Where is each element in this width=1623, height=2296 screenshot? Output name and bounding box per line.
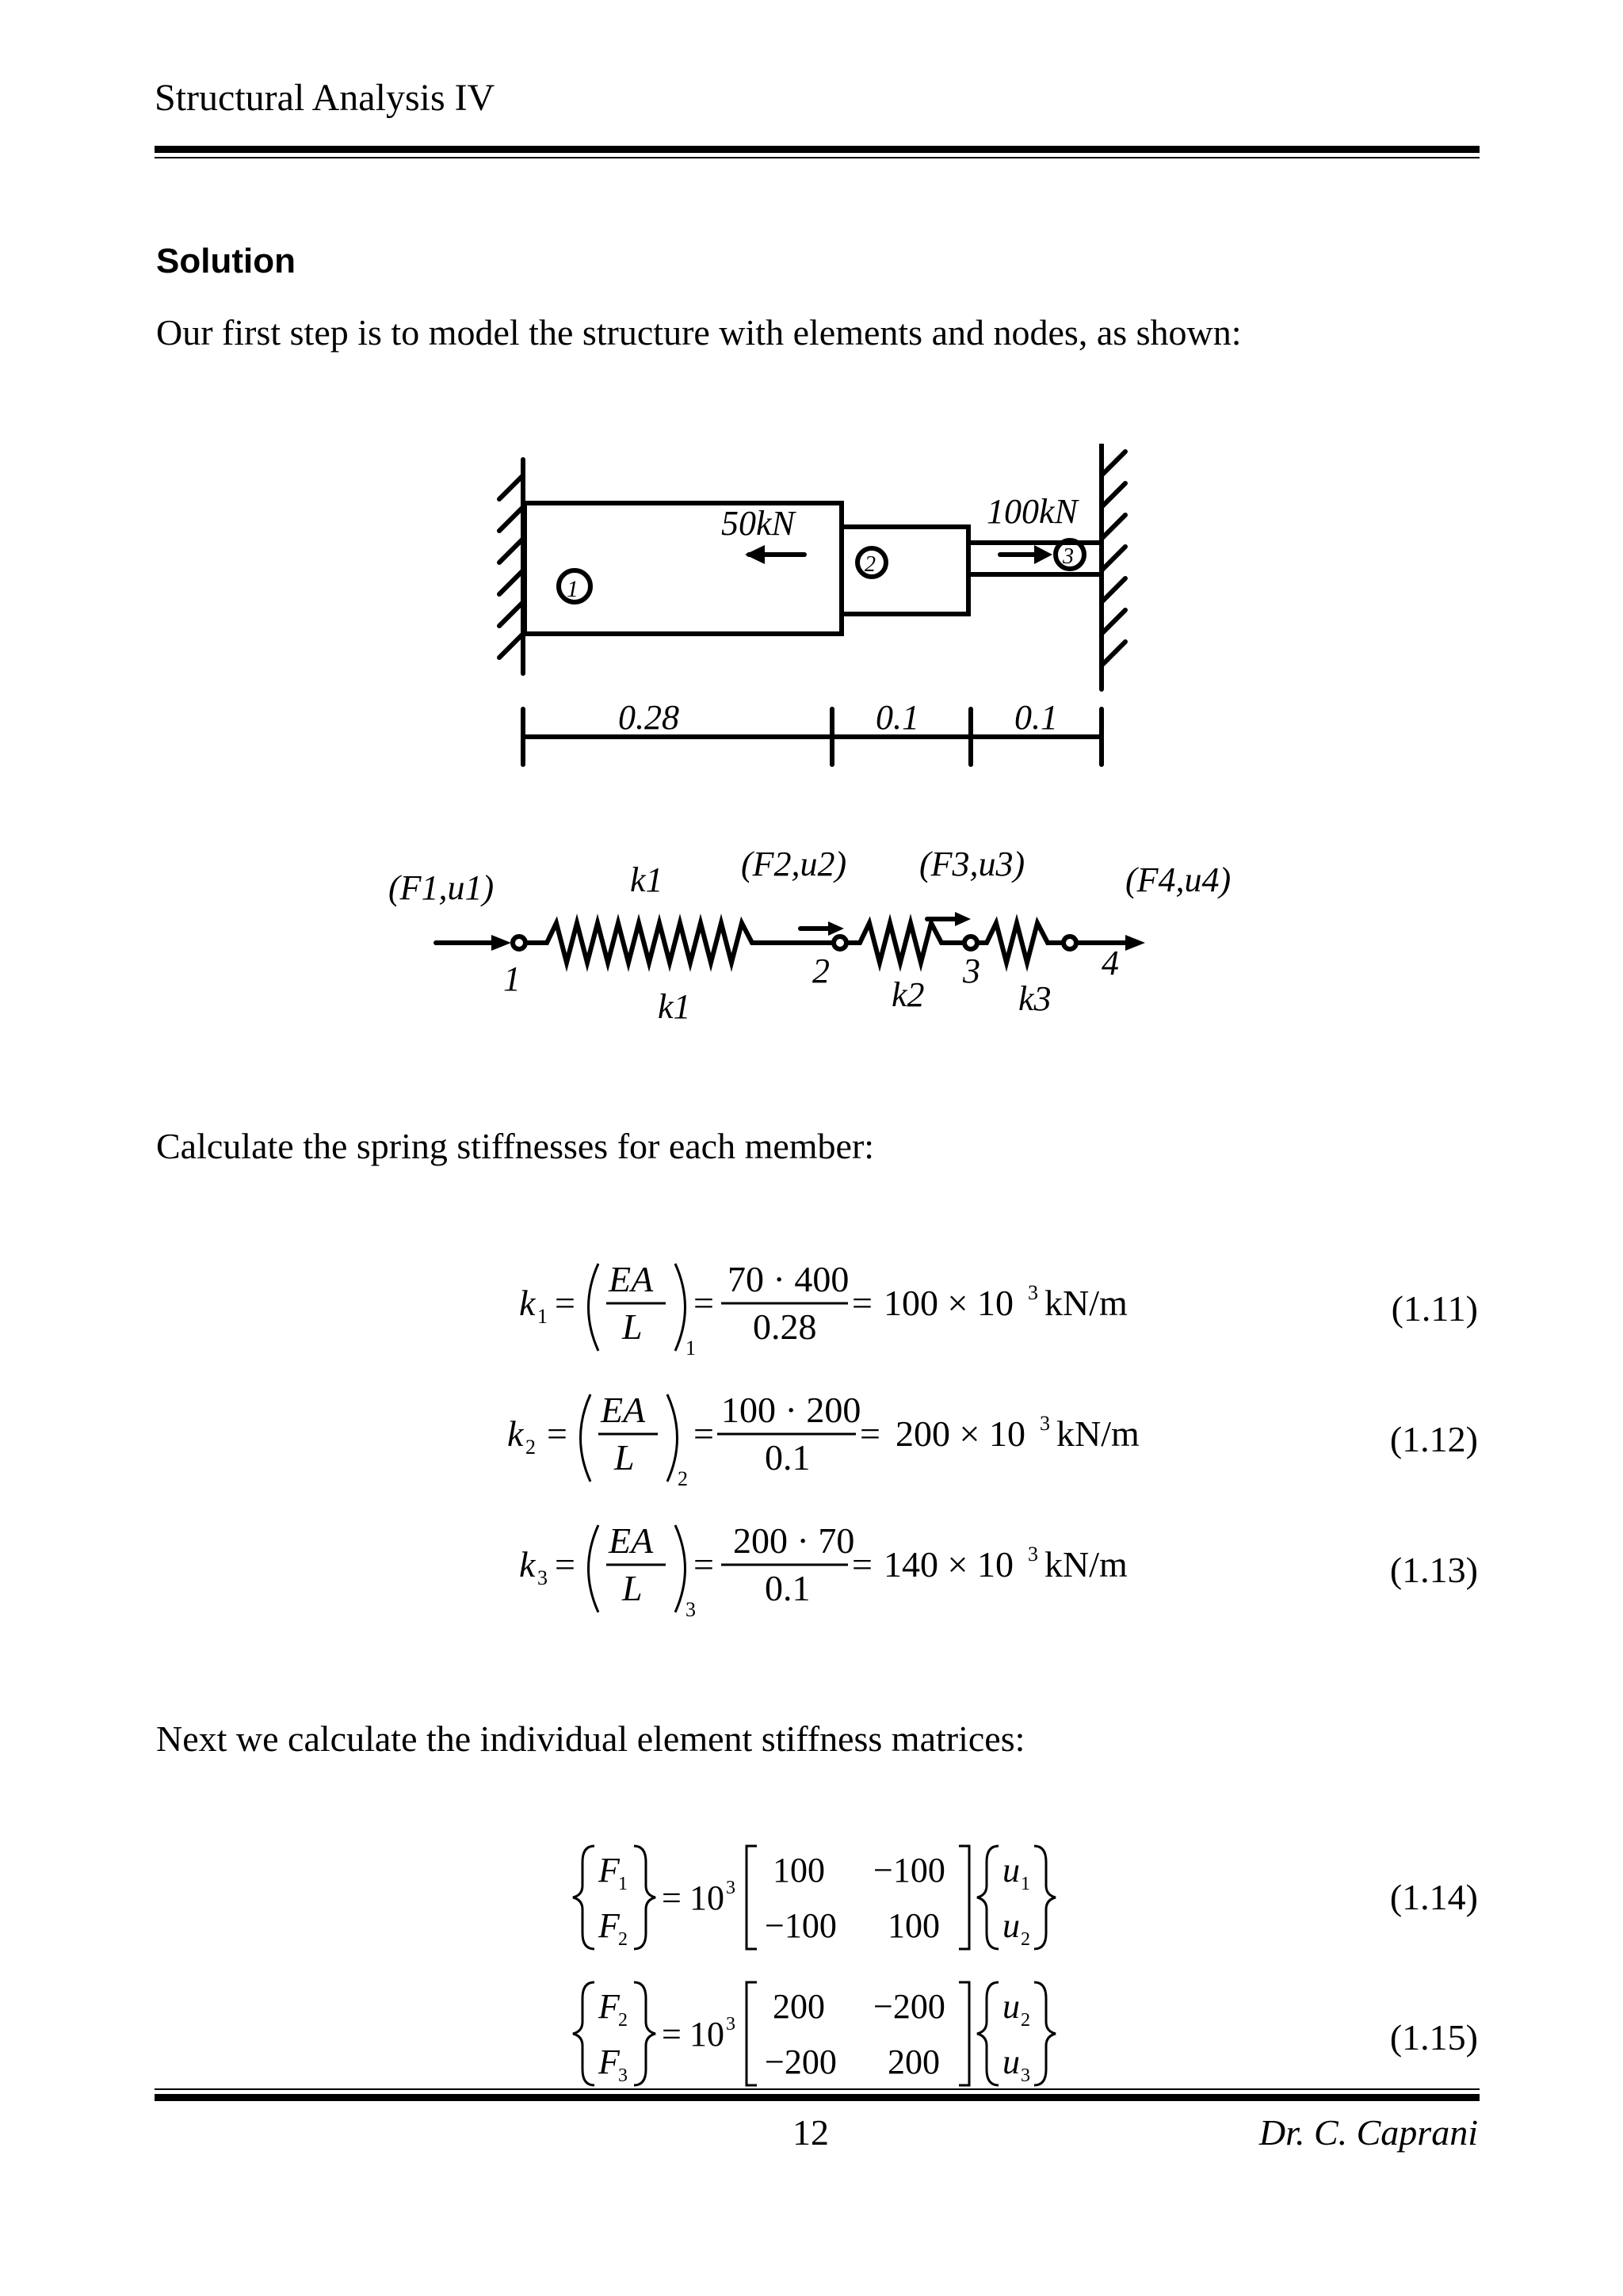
svg-text:=: =	[860, 1413, 880, 1454]
spring-k1	[527, 923, 832, 963]
svg-text:0.28: 0.28	[753, 1306, 817, 1347]
svg-text:L: L	[622, 1306, 643, 1347]
svg-text:EA: EA	[609, 1520, 654, 1561]
force-3-label: (F3,u3)	[919, 845, 1025, 883]
svg-text:=: =	[662, 2015, 682, 2054]
spring-k1-label: k1	[658, 987, 691, 1026]
equation-number-1-12: (1.12)	[1389, 1419, 1478, 1459]
member-3-label: 3	[1063, 544, 1074, 569]
node-1-label: 1	[503, 959, 521, 998]
svg-text:100: 100	[773, 1851, 825, 1890]
equation-number-1-15: (1.15)	[1389, 2017, 1478, 2058]
svg-text:100: 100	[888, 1906, 940, 1945]
svg-text:u: u	[1002, 2042, 1020, 2081]
svg-text:=: =	[693, 1283, 714, 1323]
svg-text:2: 2	[618, 2010, 628, 2031]
spring-k3	[977, 923, 1062, 963]
svg-text:L: L	[622, 1568, 643, 1608]
svg-text:3: 3	[685, 1598, 696, 1621]
equation-k3	[519, 1520, 1128, 1621]
svg-text:k: k	[507, 1413, 524, 1454]
svg-text:−100: −100	[873, 1851, 945, 1890]
svg-text:=: =	[662, 1878, 682, 1917]
svg-text:200: 200	[773, 1987, 825, 2026]
footer-author: Dr. C. Caprani	[1258, 2112, 1478, 2153]
svg-text:3: 3	[1040, 1412, 1050, 1435]
member-1-label: 1	[567, 576, 579, 602]
svg-text:10: 10	[689, 2015, 724, 2054]
right-wall-hatching	[1102, 452, 1125, 666]
section-title: Solution	[156, 242, 296, 280]
structure-sketch	[372, 444, 1276, 1046]
equation-number-1-14: (1.14)	[1389, 1877, 1478, 1917]
svg-text:k: k	[519, 1544, 536, 1585]
svg-text:=: =	[555, 1283, 575, 1323]
stiffness-equations	[475, 1244, 1268, 1672]
paragraph-intro: Our first step is to model the structure with elements and nodes, as shown:	[156, 312, 1242, 353]
force-2-label: (F2,u2)	[741, 845, 847, 883]
matrix-equation-1-14	[573, 1846, 1056, 1950]
matrix-equation-1-15	[573, 1982, 1056, 2086]
svg-text:2: 2	[1021, 2010, 1030, 2031]
node-4-label: 4	[1102, 944, 1119, 982]
svg-text:1: 1	[618, 1874, 628, 1894]
member-2-label: 2	[865, 552, 876, 577]
load-right-label: 100kN	[987, 492, 1078, 531]
running-header: Structural Analysis IV	[155, 77, 495, 119]
svg-text:2: 2	[525, 1436, 536, 1459]
equation-number-1-13: (1.13)	[1389, 1550, 1478, 1590]
dim-1-label: 0.28	[618, 698, 679, 737]
svg-text:100 × 10: 100 × 10	[884, 1283, 1014, 1323]
node-2-label: 2	[812, 952, 830, 990]
header-rule	[155, 146, 1480, 153]
svg-text:kN/m: kN/m	[1044, 1283, 1128, 1323]
matrix-equations	[571, 1838, 1125, 2092]
svg-text:F: F	[598, 1987, 620, 2026]
svg-text:2: 2	[618, 1929, 628, 1950]
spring-k2	[846, 923, 963, 963]
left-wall-hatching	[499, 475, 523, 658]
svg-text:3: 3	[1021, 2065, 1030, 2086]
svg-text:10: 10	[689, 1878, 724, 1917]
svg-text:100 · 200: 100 · 200	[721, 1390, 861, 1430]
svg-text:kN/m: kN/m	[1044, 1544, 1128, 1585]
load-left-label: 50kN	[721, 504, 795, 543]
paragraph-matrices: Next we calculate the individual element stiffness matrices:	[156, 1718, 1025, 1759]
force-1-label: (F1,u1)	[388, 868, 495, 907]
dim-3-label: 0.1	[1014, 698, 1058, 737]
svg-text:1: 1	[537, 1305, 548, 1328]
svg-text:−100: −100	[765, 1906, 837, 1945]
footer-rule	[155, 2094, 1480, 2101]
svg-text:3: 3	[726, 1878, 735, 1898]
svg-text:EA: EA	[601, 1390, 646, 1430]
page-number: 12	[792, 2112, 829, 2153]
svg-text:140 × 10: 140 × 10	[884, 1544, 1014, 1585]
spring-k3-label: k3	[1018, 979, 1052, 1018]
svg-text:200 · 70: 200 · 70	[733, 1520, 855, 1561]
svg-text:F: F	[598, 2042, 620, 2081]
svg-text:2: 2	[1021, 1929, 1030, 1950]
svg-text:0.1: 0.1	[765, 1568, 811, 1608]
svg-text:=: =	[693, 1413, 714, 1454]
svg-text:2: 2	[678, 1467, 688, 1490]
svg-text:=: =	[547, 1413, 567, 1454]
svg-text:200: 200	[888, 2042, 940, 2081]
svg-text:−200: −200	[765, 2042, 837, 2081]
svg-text:u: u	[1002, 1906, 1020, 1945]
svg-text:1: 1	[1021, 1874, 1030, 1894]
svg-text:k: k	[519, 1283, 536, 1323]
svg-text:3: 3	[537, 1566, 548, 1589]
spring-k1-top-label: k1	[630, 860, 663, 899]
svg-text:3: 3	[726, 2014, 735, 2035]
svg-text:u: u	[1002, 1987, 1020, 2026]
footer-rule-thin	[155, 2088, 1480, 2090]
spring-k2-label: k2	[892, 975, 925, 1014]
svg-text:L: L	[614, 1437, 635, 1478]
svg-text:kN/m: kN/m	[1056, 1413, 1140, 1454]
svg-text:=: =	[852, 1544, 873, 1585]
svg-text:200 × 10: 200 × 10	[896, 1413, 1025, 1454]
svg-text:=: =	[555, 1544, 575, 1585]
equation-k1	[519, 1259, 1128, 1360]
header-rule-thin	[155, 157, 1480, 158]
svg-text:u: u	[1002, 1851, 1020, 1890]
svg-text:0.1: 0.1	[765, 1437, 811, 1478]
equation-number-1-11: (1.11)	[1391, 1288, 1478, 1329]
svg-text:3: 3	[1028, 1543, 1038, 1566]
svg-text:3: 3	[1028, 1281, 1038, 1304]
paragraph-stiffness: Calculate the spring stiffnesses for each member:	[156, 1126, 875, 1166]
svg-text:70 · 400: 70 · 400	[727, 1259, 850, 1299]
svg-text:=: =	[852, 1283, 873, 1323]
svg-text:EA: EA	[609, 1259, 654, 1299]
force-4-label: (F4,u4)	[1125, 860, 1232, 899]
svg-text:F: F	[598, 1906, 620, 1945]
svg-text:1: 1	[685, 1337, 696, 1360]
equation-k2	[507, 1390, 1140, 1490]
svg-text:F: F	[598, 1851, 620, 1890]
node-3-label: 3	[963, 952, 980, 990]
dim-2-label: 0.1	[876, 698, 919, 737]
svg-text:=: =	[693, 1544, 714, 1585]
svg-text:−200: −200	[873, 1987, 945, 2026]
svg-text:3: 3	[618, 2065, 628, 2086]
